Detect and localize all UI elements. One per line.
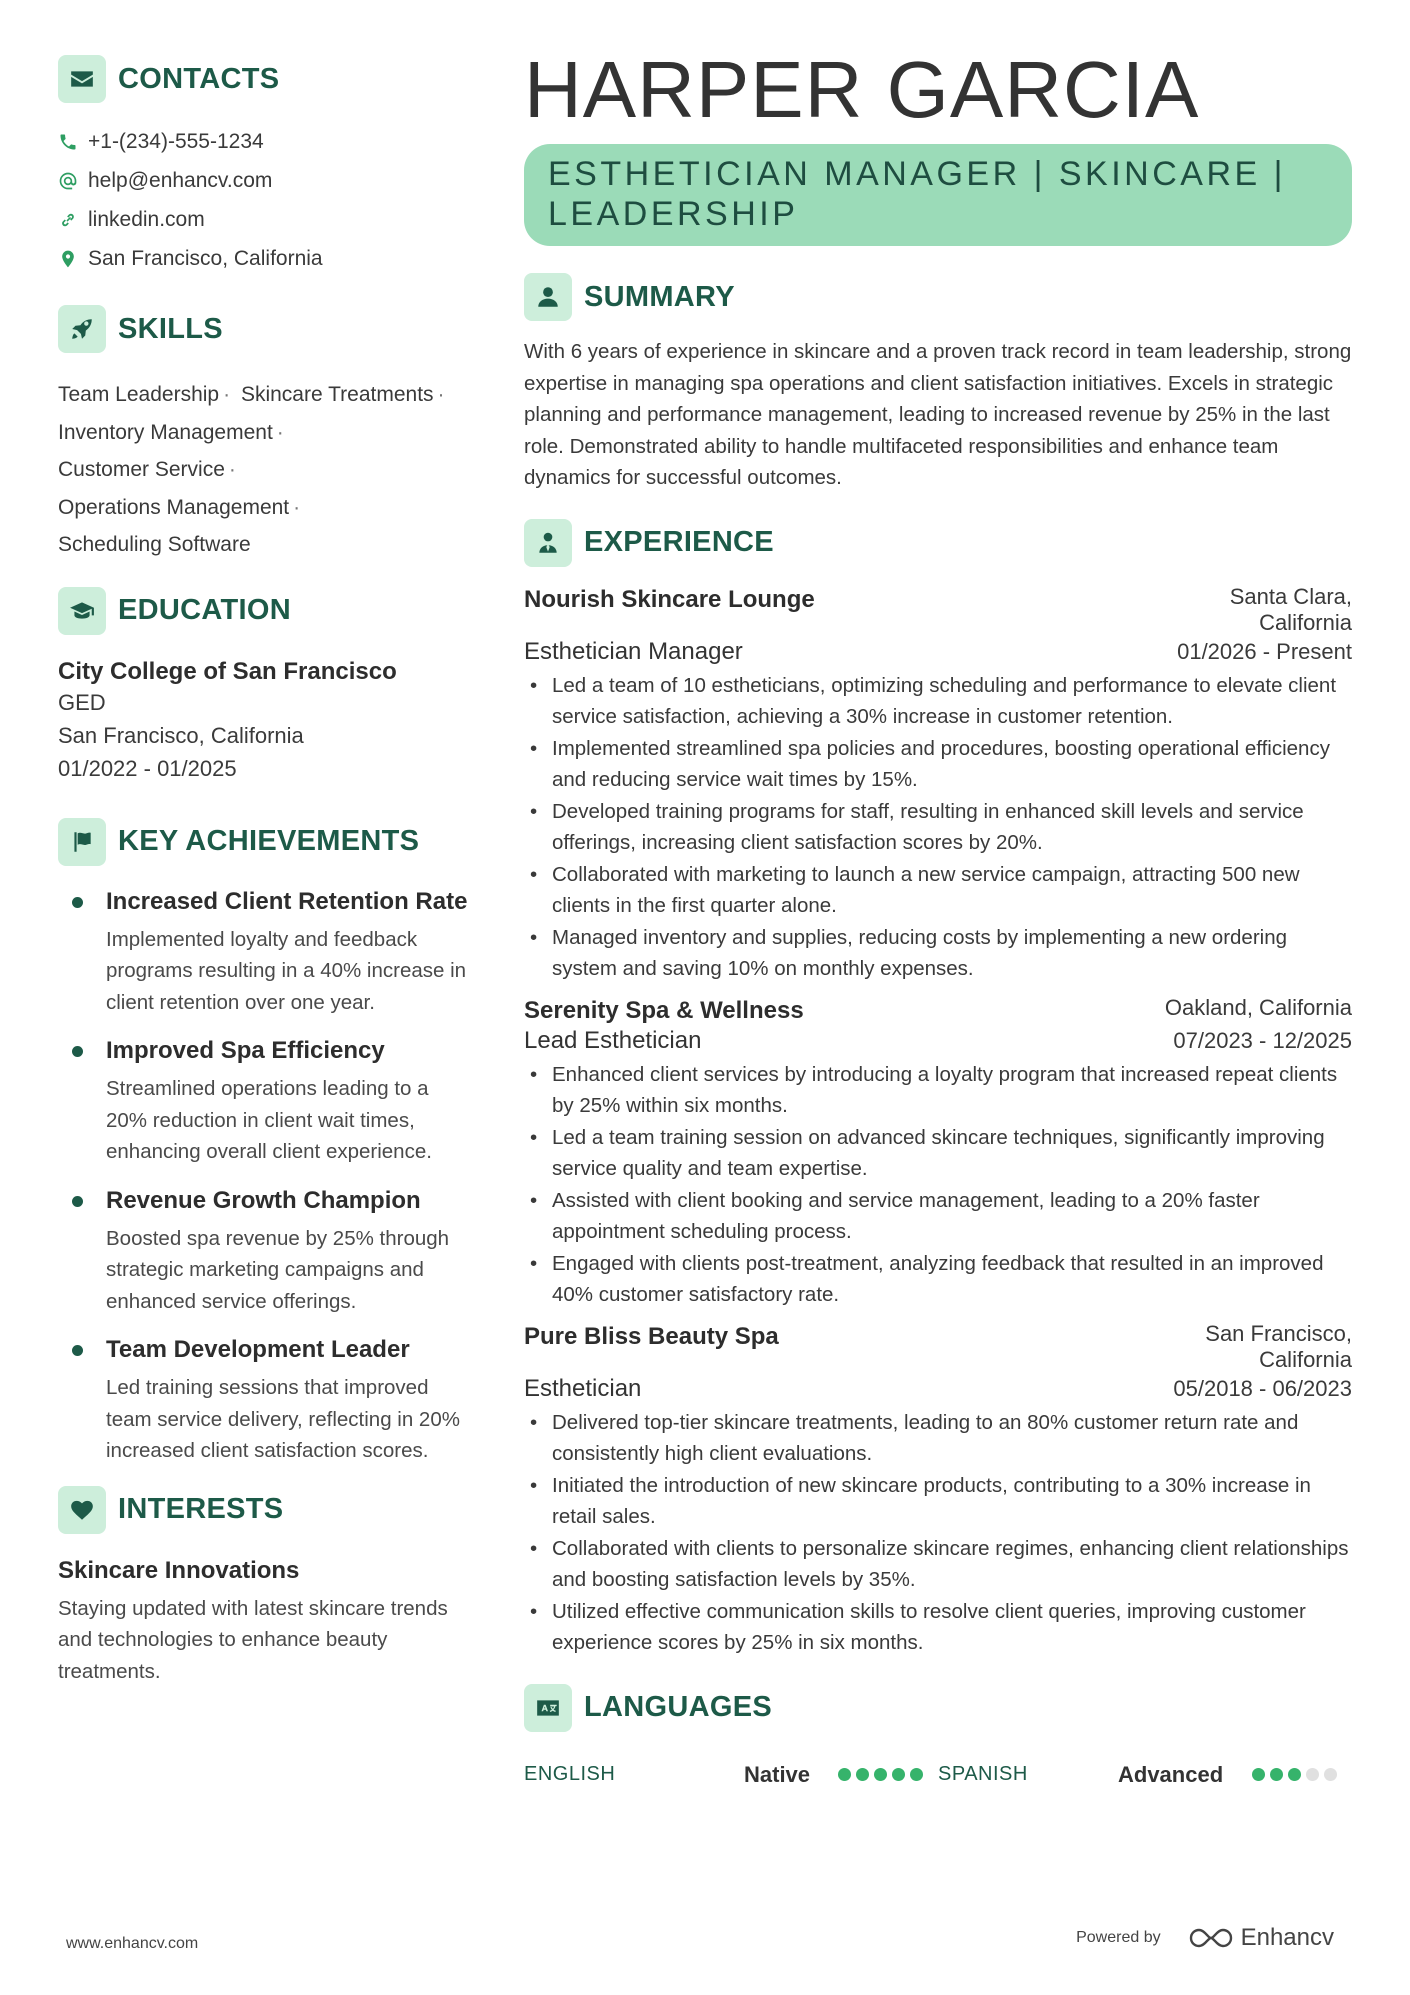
education-dates: 01/2022 - 01/2025 [58, 755, 237, 781]
job-location: Santa Clara, California [1229, 583, 1352, 635]
language-item [524, 1762, 938, 1788]
job-bullet: • Developed training programs for staff, resulting in enhanced skill levels and service offerings, increasing client satisfaction scores by 20%. [524, 796, 1352, 859]
rating-dot-filled [838, 1768, 851, 1781]
achievement-item [58, 1036, 468, 1168]
skills-list [58, 376, 458, 564]
skill-item: Team Leadership · [58, 383, 231, 406]
job-location: Oakland, California [1164, 994, 1352, 1020]
brand-logo[interactable] [1187, 1924, 1334, 1952]
rating-dot-filled [856, 1768, 869, 1781]
linkedin-text: linkedin.com [88, 207, 205, 231]
envelope-icon [58, 55, 106, 103]
graduation-cap-icon [58, 587, 106, 635]
job-bullets [524, 1059, 1352, 1311]
language-rating [1252, 1768, 1337, 1781]
briefcase-person-icon [524, 519, 572, 567]
achievement-item [58, 1335, 468, 1467]
job-bullet: • Led a team training session on advanced skincare techniques, significantly improving service quality and team expertise. [524, 1122, 1352, 1185]
heart-icon [58, 1486, 106, 1534]
skill-item: Skincare Treatments · [240, 383, 445, 406]
at-icon [58, 171, 78, 191]
contact-linkedin[interactable] [58, 200, 468, 239]
interests-heading: INTERESTS [118, 1493, 284, 1525]
bullet-icon [72, 1345, 83, 1356]
experience-header [524, 518, 1352, 568]
rating-dot-empty [1324, 1768, 1337, 1781]
language-level: Advanced [1118, 1761, 1224, 1787]
summary-header [524, 272, 1352, 322]
footer-branding [1076, 1924, 1334, 1952]
rating-dot-filled [1252, 1768, 1265, 1781]
achievements-heading: KEY ACHIEVEMENTS [118, 825, 420, 857]
skill-item: Inventory Management · [58, 420, 284, 444]
language-level: Native [744, 1761, 811, 1787]
bullet-icon [72, 1046, 83, 1057]
contact-list [58, 122, 468, 278]
job-role: Lead Esthetician [524, 1026, 702, 1054]
achievement-desc: Led training sessions that improved team service delivery, reflecting in 20% increased client satisfaction scores. [106, 1376, 460, 1462]
language-name: ENGLISH [524, 1763, 616, 1785]
email-text: help@enhancv.com [88, 168, 273, 192]
contact-location [58, 239, 468, 278]
job-dates: 01/2026 - Present [1177, 638, 1352, 664]
achievement-title: Revenue Growth Champion [106, 1186, 421, 1214]
rating-dot-filled [874, 1768, 887, 1781]
language-item [938, 1762, 1352, 1788]
job-bullet: • Delivered top-tier skincare treatments, leading to an 80% customer return rate and consistently high client evaluations. [524, 1407, 1352, 1470]
job-company: Serenity Spa & Wellness [524, 996, 804, 1024]
job-bullet: • Utilized effective communication skills to resolve client queries, improving customer experience scores by 25% in six months. [524, 1596, 1352, 1659]
phone-icon [58, 132, 78, 152]
summary-heading: SUMMARY [584, 280, 735, 313]
job-bullet: • Enhanced client services by introducing a loyalty program that increased repeat clients by 25% within six months. [524, 1059, 1352, 1122]
right-column [524, 44, 1352, 1795]
job-bullet: • Initiated the introduction of new skincare products, contributing to a 30% increase in retail sales. [524, 1470, 1352, 1533]
job-bullet: • Led a team of 10 estheticians, optimizing scheduling and performance to elevate client service satisfaction, achieving a 30% increase in customer retention. [524, 670, 1352, 733]
interests-header [58, 1485, 468, 1535]
summary-text: With 6 years of experience in skincare and a proven track record in team leadership, strong expertise in managing spa operations and client satisfaction initiatives. Excels in strategic planning and performance management, leading to increased revenue by 25% in the last role. Demonstrated ability to handle multifaceted responsibilities and enhance team dynamics for successful outcomes. [524, 340, 1352, 489]
job-company: Nourish Skincare Lounge [524, 585, 815, 613]
location-pin-icon [58, 249, 78, 269]
education-school: City College of San Francisco [58, 657, 397, 685]
language-rating [838, 1768, 923, 1781]
contacts-header [58, 54, 468, 104]
achievement-item [58, 1186, 468, 1318]
rocket-icon [58, 305, 106, 353]
skill-item: Customer Service · [58, 458, 236, 481]
job-company: Pure Bliss Beauty Spa [524, 1322, 779, 1350]
achievements-header [58, 817, 468, 867]
job-bullet: • Assisted with client booking and service management, leading to a 20% faster appointment scheduling process. [524, 1185, 1352, 1248]
bullet-icon [72, 897, 83, 908]
bullet-icon [72, 1196, 83, 1207]
job-entry [524, 995, 1352, 1311]
achievement-title: Increased Client Retention Rate [106, 887, 468, 915]
rating-dot-empty [1306, 1768, 1319, 1781]
location-text: San Francisco, California [88, 246, 323, 270]
contact-email[interactable] [58, 161, 468, 200]
job-entry [524, 584, 1352, 985]
job-bullet: • Engaged with clients post-treatment, analyzing feedback that resulted in an improved 40% customer satisfactory rate. [524, 1248, 1352, 1311]
rating-dot-filled [1270, 1768, 1283, 1781]
person-icon [524, 273, 572, 321]
interest-title: Skincare Innovations [58, 1556, 300, 1584]
experience-heading: EXPERIENCE [584, 526, 774, 558]
achievement-item [58, 887, 468, 1019]
skill-item: Scheduling Software [58, 533, 251, 556]
skills-heading: SKILLS [118, 312, 223, 345]
education-location: San Francisco, California [58, 722, 304, 748]
footer-website[interactable]: www.enhancv.com [66, 1935, 199, 1952]
skills-header [58, 304, 468, 354]
flag-icon [58, 818, 106, 866]
skill-item: Operations Management · [58, 495, 301, 519]
rating-dot-filled [1288, 1768, 1301, 1781]
languages-heading: LANGUAGES [584, 1691, 772, 1723]
education-header [58, 586, 468, 636]
job-bullet: • Managed inventory and supplies, reducing costs by implementing a new ordering system and saving 10% on monthly expenses. [524, 922, 1352, 985]
languages-row [524, 1755, 1352, 1795]
education-degree: GED [58, 689, 106, 715]
job-bullet: • Collaborated with clients to personalize skincare regimes, enhancing client relationships and boosting satisfaction levels by 35%. [524, 1533, 1352, 1596]
education-heading: EDUCATION [118, 594, 291, 626]
achievement-title: Team Development Leader [106, 1336, 410, 1363]
candidate-title: ESTHETICIAN MANAGER | SKINCARE | LEADERSHIP [548, 155, 1286, 233]
achievement-desc: Boosted spa revenue by 25% through strategic marketing campaigns and enhanced service offerings. [106, 1226, 450, 1313]
job-dates: 07/2023 - 12/2025 [1173, 1027, 1352, 1053]
achievement-desc: Streamlined operations leading to a 20% reduction in client wait times, enhancing overall client experience. [106, 1077, 432, 1163]
rating-dot-filled [910, 1768, 923, 1781]
rating-dot-filled [892, 1768, 905, 1781]
job-bullet: • Collaborated with marketing to launch a new service campaign, attracting 500 new clients in the first quarter alone. [524, 859, 1352, 922]
job-bullets [524, 670, 1352, 985]
job-bullets [524, 1407, 1352, 1659]
achievement-desc: Implemented loyalty and feedback programs resulting in a 40% increase in client retention over one year. [106, 927, 467, 1014]
title-banner [524, 144, 1352, 246]
powered-by-label: Powered by [1076, 1929, 1161, 1946]
job-role: Esthetician Manager [524, 637, 743, 665]
achievements-list [58, 887, 468, 1467]
languages-header [524, 1683, 1352, 1733]
job-entry [524, 1321, 1352, 1659]
job-location: San Francisco, California [1205, 1320, 1352, 1372]
left-column [58, 54, 468, 1687]
language-name: SPANISH [938, 1763, 1028, 1785]
interest-desc: Staying updated with latest skincare trends and technologies to enhance beauty treatments. [58, 1596, 448, 1683]
job-dates: 05/2018 - 06/2023 [1173, 1375, 1352, 1401]
brand-name: Enhancv [1240, 1924, 1334, 1951]
job-role: Esthetician [524, 1374, 642, 1402]
translate-icon [524, 1684, 572, 1732]
job-bullet: • Implemented streamlined spa policies and procedures, boosting operational efficiency and reducing service wait times by 15%. [524, 733, 1352, 796]
achievement-title: Improved Spa Efficiency [106, 1037, 385, 1064]
phone-text: +1-(234)-555-1234 [88, 129, 264, 153]
candidate-name: HARPER GARCIA [524, 45, 1200, 134]
enhancv-logo-icon [1187, 1925, 1235, 1951]
contact-phone[interactable] [58, 122, 468, 161]
contacts-heading: CONTACTS [118, 62, 280, 95]
link-icon [58, 210, 78, 230]
